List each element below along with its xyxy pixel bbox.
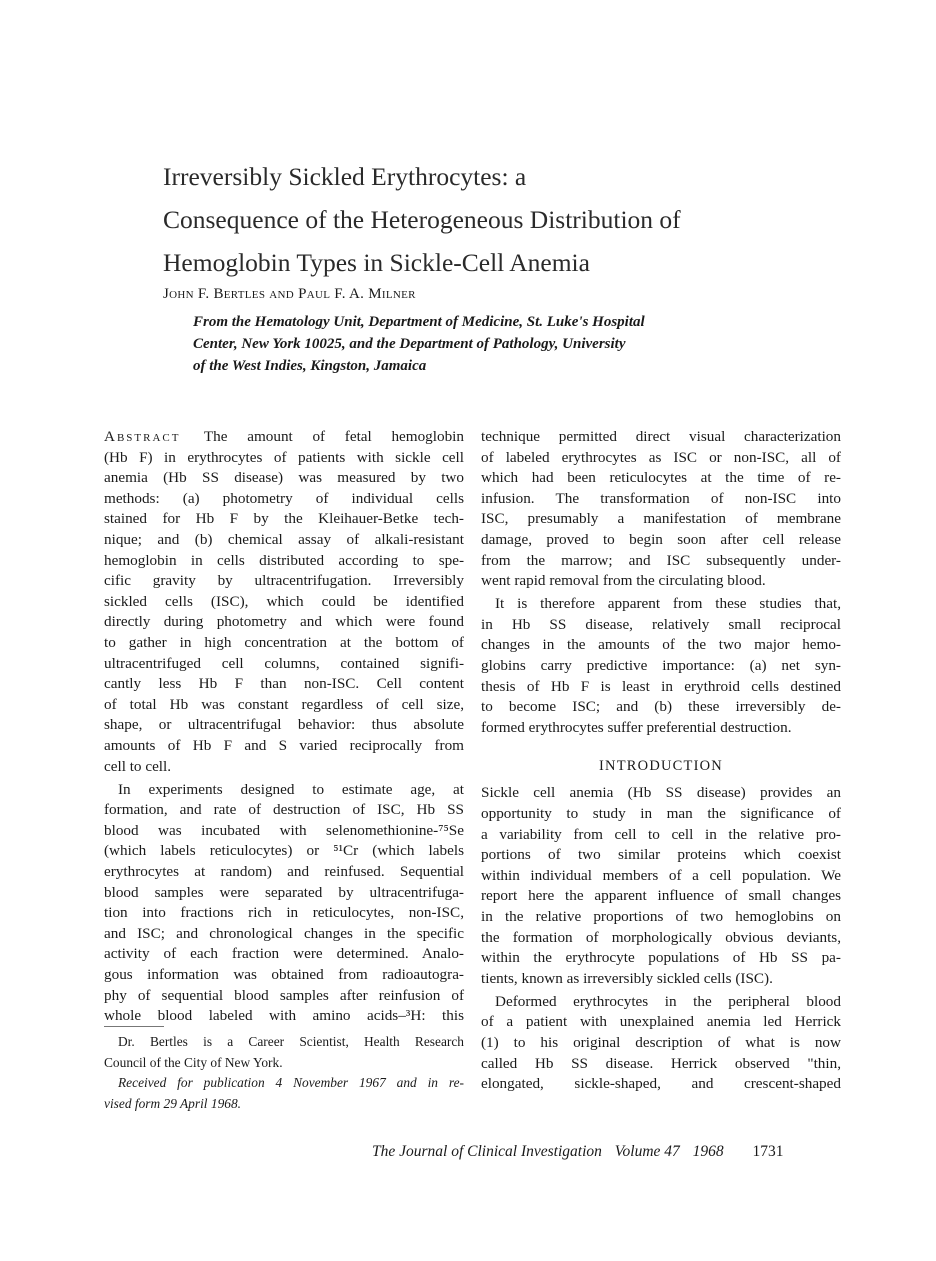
text-line: methods: (a) photometry of individual cells xyxy=(104,489,464,507)
text-line: Deformed erythrocytes in the peripheral blood xyxy=(495,992,841,1010)
footnote-rule xyxy=(104,1026,164,1027)
journal-year: 1968 xyxy=(692,1143,724,1160)
footnote-line: Council of the City of New York. xyxy=(104,1054,283,1070)
text-line: nique; and (b) chemical assay of alkali-resistant xyxy=(104,530,464,548)
text-line: whole blood labeled with amino acids–³H: this xyxy=(104,1007,464,1025)
authors: John F. Bertles and Paul F. A. Milner xyxy=(163,286,416,302)
title-line: Hemoglobin Types in Sickle-Cell Anemia xyxy=(163,248,590,277)
text-line: which had been reticulocytes at the time of re- xyxy=(481,469,841,487)
text-line: from the marrow; and ISC subsequently under- xyxy=(481,551,841,569)
text-line: (1) to his original description of what is now xyxy=(481,1034,841,1052)
text-line: blood samples were separated by ultracentrifuga- xyxy=(104,883,464,901)
text-line: formation, and rate of destruction of ISC, Hb SS xyxy=(104,801,464,819)
paragraph xyxy=(104,427,464,777)
text-line: opportunity to study in man the significance of xyxy=(481,805,841,822)
text-line: phy of sequential blood samples after reinfusion of xyxy=(104,986,464,1004)
text-line: technique permitted direct visual characterization xyxy=(481,428,841,445)
text-line: changes in the amounts of the two major hemo- xyxy=(481,636,841,654)
affiliation-line: From the Hematology Unit, Department of Medicine, St. Luke's Hospital xyxy=(193,314,645,330)
text-line: infusion. The transformation of non-ISC into xyxy=(481,489,841,507)
text-line: directly during photometry and which were found xyxy=(104,613,464,631)
text-line: went rapid removal from the circulating blood. xyxy=(481,572,766,590)
text-line: the formation of morphologically obvious deviants, xyxy=(481,928,841,946)
text-line: (which labels reticulocytes) or ⁵¹Cr (which labels xyxy=(104,842,464,860)
text-line: a variability from cell to cell in the relative pro- xyxy=(481,825,841,843)
text-line: elongated, sickle-shaped, and crescent-shaped xyxy=(481,1075,841,1093)
text-line: In experiments designed to estimate age, at xyxy=(118,780,464,798)
text-line: of labeled erythrocytes as ISC or non-ISC, all of xyxy=(481,448,841,466)
text-line: formed erythrocytes suffer preferential destruction. xyxy=(481,718,792,736)
text-line: anemia (Hb SS disease) was measured by two xyxy=(104,469,464,487)
title-line: Consequence of the Heterogeneous Distribution of xyxy=(163,205,681,234)
text-line: of a patient with unexplained anemia led Herrick xyxy=(481,1013,841,1031)
article-title xyxy=(163,155,681,284)
section-heading-introduction: INTRODUCTION xyxy=(599,758,723,775)
affiliation xyxy=(193,311,753,377)
right-column xyxy=(481,427,841,1097)
left-column xyxy=(104,427,464,1029)
affiliation-line: of the West Indies, Kingston, Jamaica xyxy=(193,358,427,374)
page-footer xyxy=(372,1143,793,1161)
text-line: activity of each fraction were determined. Analo- xyxy=(104,945,464,963)
text-line: portions of two similar proteins which coexist xyxy=(481,846,841,864)
abstract-label: Abstract xyxy=(104,428,181,445)
text-line: cantly less Hb F than non-ISC. Cell content xyxy=(104,675,464,693)
text-line: called Hb SS disease. Herrick observed "thin, xyxy=(481,1054,841,1072)
text-line: cell to cell. xyxy=(104,757,172,775)
text-line: tion into fractions rich in reticulocytes, non-ISC, xyxy=(104,904,464,922)
paragraph xyxy=(481,992,841,1095)
text-line: thesis of Hb F is least in erythroid cells destined xyxy=(481,677,841,695)
text-line: erythrocytes at random) and reinfused. Sequential xyxy=(104,862,464,880)
text-line: report here the apparent influence of small changes xyxy=(481,887,841,905)
text-line xyxy=(104,427,464,448)
affiliation-line: Center, New York 10025, and the Department of Pathology, University xyxy=(193,336,626,352)
text-line: damage, proved to begin soon after cell release xyxy=(481,530,841,548)
text-line: It is therefore apparent from these studies that, xyxy=(495,595,841,613)
text-line: shape, or ultracentrifugal behavior: thus absolute xyxy=(104,716,464,734)
text-line: of total Hb was constant regardless of cell size, xyxy=(104,695,464,713)
journal-name: The Journal of Clinical Investigation xyxy=(372,1143,602,1160)
text-line: ultracentrifuged cell columns, contained signifi- xyxy=(104,654,464,672)
footnote-line: Dr. Bertles is a Career Scientist, Health Research xyxy=(118,1034,464,1049)
text-line: in the relative proportions of two hemoglobins on xyxy=(481,907,841,925)
paragraph xyxy=(481,427,841,592)
paragraph xyxy=(481,594,841,738)
text-line: ISC, presumably a manifestation of membrane xyxy=(481,510,841,528)
paragraph xyxy=(104,780,464,1027)
text-line: within individual members of a cell population. We xyxy=(481,866,841,884)
text-line: hemoglobin in cells distributed according to spe- xyxy=(104,551,464,569)
text-line: within the erythrocyte populations of Hb SS pa- xyxy=(481,949,841,967)
text-line: and ISC; and chronological changes in the specific xyxy=(104,924,464,942)
paragraph xyxy=(481,783,841,989)
text-line: to gather in high concentration at the bottom of xyxy=(104,633,464,651)
text-line: cific gravity by ultracentrifugation. Irreversibly xyxy=(104,572,464,590)
text-line: globins carry predictive importance: (a) net syn- xyxy=(481,657,841,675)
text-line: blood was incubated with selenomethionine-⁷⁵Se xyxy=(104,821,464,839)
text-line: amounts of Hb F and S varied reciprocally from xyxy=(104,736,464,754)
text-line: gous information was obtained from radioautogra- xyxy=(104,965,464,983)
title-line: Irreversibly Sickled Erythrocytes: a xyxy=(163,162,527,191)
footnote-line: vised form 29 April 1968. xyxy=(104,1095,242,1111)
journal-volume: Volume 47 xyxy=(614,1143,680,1160)
footnote-line: Received for publication 4 November 1967 and in re- xyxy=(118,1075,464,1091)
text-line: sickled cells (ISC), which could be identified xyxy=(104,592,464,610)
page-number: 1731 xyxy=(752,1143,784,1160)
text-line: Sickle cell anemia (Hb SS disease) provides an xyxy=(481,784,841,802)
text-line-content: The amount of fetal hemoglobin xyxy=(203,428,464,445)
text-line: in Hb SS disease, relatively small reciprocal xyxy=(481,615,841,633)
text-line: to become ISC; and (b) these irreversibly de- xyxy=(481,698,841,716)
footnotes xyxy=(104,1032,464,1114)
text-line: (Hb F) in erythrocytes of patients with sickle cell xyxy=(104,448,464,466)
text-line: stained for Hb F by the Kleihauer-Betke tech- xyxy=(104,510,464,528)
text-line: tients, known as irreversibly sickled cells (ISC). xyxy=(481,969,773,987)
